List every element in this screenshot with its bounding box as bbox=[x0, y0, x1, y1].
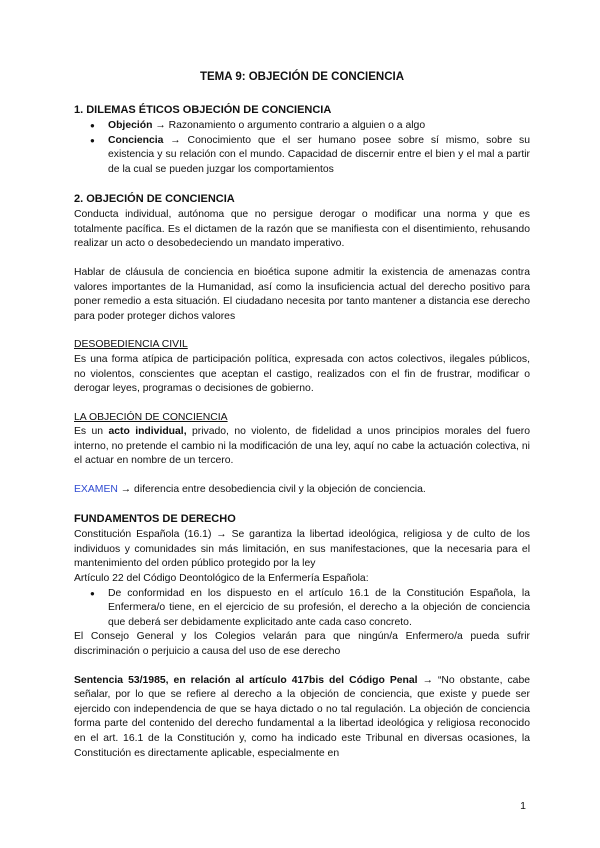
definition-text: → Conocimiento que el ser humano posee sobre sí mismo, sobre su existencia y su relación con el mundo. Capacidad de discernir entre el bien y el mal a partir de la cual se pueden juzgar los comportamientos bbox=[108, 134, 530, 175]
definitions-list bbox=[74, 119, 530, 177]
paragraph: Constitución Española (16.1) → Se garantiza la libertad ideológica, religiosa y de culto de los individuos y comunidades sin más limitación, en sus manifestaciones, que la necesaria para el mantenimiento del orden público protegido por la ley bbox=[74, 529, 530, 570]
exam-text: → diferencia entre desobediencia civil y la objeción de conciencia. bbox=[117, 484, 426, 496]
paragraph: Conducta individual, autónoma que no persigue derogar o modificar una norma y que es totalmente pacífica. Es el dictamen de la razón que se manifiesta con el disentimiento, rehusando realizar un acto o desobedeciendo un mandato imperativo. bbox=[74, 209, 530, 250]
paragraph bbox=[74, 425, 530, 469]
section-heading-objecion: 2. OBJECIÓN DE CONCIENCIA bbox=[74, 192, 235, 205]
subheading-desobediencia: DESOBEDIENCIA CIVIL bbox=[74, 339, 188, 351]
list-item bbox=[108, 134, 530, 178]
paragraph bbox=[74, 674, 530, 762]
paragraph: El Consejo General y los Colegios velarán para que ningún/a Enfermero/a pueda sufrir discriminación o perjuicio a causa del uso de ese derecho bbox=[74, 631, 530, 657]
list-item bbox=[108, 119, 530, 134]
term-conciencia: Conciencia bbox=[108, 134, 164, 146]
document-title: TEMA 9: OBJECIÓN DE CONCIENCIA bbox=[199, 71, 405, 83]
list-item: ● De conformidad en los dispuesto en el artículo 16.1 de la Constitución Española, la Enfermera/o tiene, en el ejercicio de su profesión, el derecho a la objeción de conciencia que deberá ser debidamente explicitado ante cada caso concreto. bbox=[108, 587, 530, 631]
document-page bbox=[74, 70, 530, 761]
definition-text: → Razonamiento o argumento contrario a alguien o a algo bbox=[152, 120, 426, 132]
paragraph: Hablar de cláusula de conciencia en bioética supone admitir la existencia de amenazas contra valores importantes de la Humanidad, así como la insuficiencia actual del derecho positivo para poner remedio a esta situación. El ciudadano necesita por tanto mantener a distancia ese derecho para poder proteger dichos valores bbox=[74, 266, 530, 322]
page-number: 1 bbox=[520, 800, 526, 812]
paragraph: Artículo 22 del Código Deontológico de la Enfermería Española: bbox=[74, 573, 369, 585]
text-span: privado, no violento, de fidelidad a unos principios morales del fuero interno, no pretende el cambio ni la modificación de una ley, aquí no cabe la actuación colectiva, ni el actuar en nombre de un tercero. bbox=[74, 426, 530, 467]
subheading-objecion: LA OBJECIÓN DE CONCIENCIA bbox=[74, 411, 228, 423]
paragraph: Es una forma atípica de participación política, expresada con actos colectivos, ilegales públicos, no violentos, conscientes que aceptan el castigo, realizados con el fin de frustrar, modificar o derogar leyes, programas o decisiones de gobierno. bbox=[74, 353, 530, 395]
section-heading-fundamentos: FUNDAMENTOS DE DERECHO bbox=[74, 512, 236, 525]
exam-label: EXAMEN bbox=[74, 484, 118, 496]
text-span: → “No obstante, cabe señalar, por lo que se refiere al derecho a la objeción de conciencia, que existe y puede ser ejercido con independencia de que se haya dictado o no tal regulación. La objeción de conciencia forma parte del contenido del derecho fundamental a la libertad ideológica y religiosa reconocido en el art. 16.1 de la Constitución y, como ha indicado este Tribunal en diversas ocasiones, la Constitución es directamente aplicable, especialmente en bbox=[74, 674, 530, 759]
text-span: Es un bbox=[74, 426, 109, 438]
bold-phrase: acto individual, bbox=[108, 426, 187, 438]
article-list bbox=[74, 587, 530, 631]
bold-phrase: Sentencia 53/1985, en relación al artículo 417bis del Código Penal bbox=[74, 674, 418, 686]
term-objecion: Objeción bbox=[108, 120, 153, 132]
exam-note bbox=[74, 483, 530, 498]
section-heading-dilemas: 1. DILEMAS ÉTICOS OBJECIÓN DE CONCIENCIA bbox=[74, 103, 332, 116]
